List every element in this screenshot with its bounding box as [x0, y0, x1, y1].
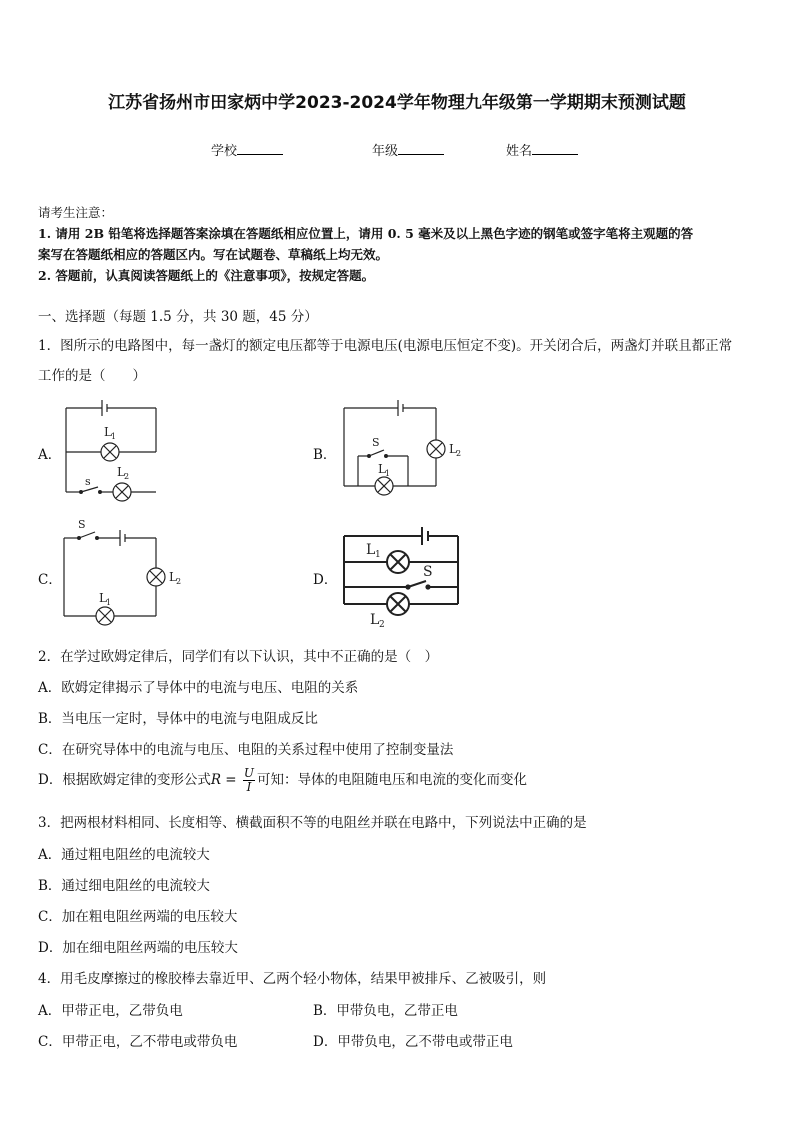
- a-l1-sub: 1: [111, 432, 117, 441]
- q2-stem: 2．在学过欧姆定律后，同学们有以下认识，其中不正确的是（ ）: [38, 649, 439, 665]
- q2-d-suffix: 可知：导体的电阻随电压和电流的变化而变化: [257, 772, 528, 788]
- c-l2-sub: 2: [176, 577, 182, 586]
- q3-option-a: A．通过粗电阻丝的电流较大: [38, 847, 210, 863]
- name-label: 姓名: [506, 144, 533, 159]
- a-s-label: s: [85, 475, 91, 488]
- section-heading: 一、选择题（每题 1.5 分，共 30 题，45 分）: [38, 309, 318, 325]
- q2-option-b: B．当电压一定时，导体中的电流与电阻成反比: [38, 711, 318, 727]
- school-field: [211, 140, 283, 159]
- school-label: 学校: [211, 144, 238, 159]
- b-l2-label: L: [449, 442, 457, 456]
- notice-line1b: 案写在答题纸相应的答题区内。写在试题卷、草稿纸上均无效。: [38, 247, 389, 262]
- c-l1-label: L: [99, 591, 107, 605]
- a-l1-label: L: [104, 425, 112, 439]
- d-l2-sub: 2: [379, 620, 385, 630]
- d-s-label: S: [423, 564, 433, 580]
- formula-equals: =: [221, 772, 241, 788]
- formula-numerator: U: [243, 766, 255, 780]
- b-s-label: S: [372, 436, 380, 449]
- c-s-label: S: [78, 518, 86, 531]
- b-l1-sub: 1: [385, 469, 391, 478]
- q1-stem-b: 工作的是（ ）: [38, 368, 146, 384]
- q3-option-b: B．通过细电阻丝的电流较大: [38, 878, 210, 894]
- q1-option-a-label: A．: [38, 447, 62, 463]
- b-l2-sub: 2: [456, 449, 462, 458]
- d-l1-sub: 1: [375, 550, 381, 560]
- formula-denominator: I: [246, 780, 252, 794]
- q4-option-d: D．甲带负电，乙不带电或带正电: [313, 1034, 513, 1050]
- d-l2-label: L: [370, 612, 380, 628]
- q2-option-c: C．在研究导体中的电流与电压、电阻的关系过程中使用了控制变量法: [38, 742, 454, 758]
- grade-label: 年级: [372, 144, 399, 159]
- d-l1-label: L: [366, 542, 376, 558]
- q1-option-d-label: D．: [313, 572, 338, 588]
- b-l1-label: L: [378, 462, 386, 476]
- q4-stem: 4．用毛皮摩擦过的橡胶棒去靠近甲、乙两个轻小物体，结果甲被排斥、乙被吸引，则: [38, 971, 547, 987]
- q1-option-c-label: C．: [38, 572, 62, 588]
- circuit-diagram-b: [338, 396, 478, 502]
- notice-heading: 请考生注意：: [38, 205, 114, 220]
- q3-option-c: C．加在粗电阻丝两端的电压较大: [38, 909, 238, 925]
- a-l2-label: L: [117, 465, 125, 479]
- q2-option-a: A．欧姆定律揭示了导体中的电流与电压、电阻的关系: [38, 680, 359, 696]
- c-l1-sub: 1: [106, 598, 112, 607]
- formula-r: R: [210, 772, 221, 788]
- c-l2-label: L: [169, 570, 177, 584]
- name-blank: [532, 142, 578, 155]
- circuit-diagram-a: [60, 396, 170, 502]
- circuit-diagram-d: [336, 524, 466, 630]
- q3-option-d: D．加在细电阻丝两端的电压较大: [38, 940, 238, 956]
- grade-blank: [398, 142, 444, 155]
- a-l2-sub: 2: [124, 472, 130, 481]
- page-title: 江苏省扬州市田家炳中学2023-2024学年物理九年级第一学期期末预测试题: [108, 93, 686, 113]
- q1-stem-a: 1．图所示的电路图中，每一盏灯的额定电压都等于电源电压(电源电压恒定不变)。开关闭合后，两盏灯并联且都正常: [38, 338, 733, 354]
- q4-option-a: A．甲带正电，乙带负电: [38, 1003, 183, 1019]
- notice-line1a: 1. 请用 2B 铅笔将选择题答案涂填在答题纸相应位置上，请用 0. 5 毫米及以上黑色字迹的钢笔或签字笔将主观题的答: [38, 226, 694, 241]
- q1-option-b-label: B．: [313, 447, 337, 463]
- q3-stem: 3．把两根材料相同、长度相等、横截面积不等的电阻丝并联在电路中，下列说法中正确的是: [38, 815, 587, 831]
- q2-d-prefix: D．根据欧姆定律的变形公式: [38, 772, 211, 788]
- q4-option-b: B．甲带负电，乙带正电: [313, 1003, 458, 1019]
- grade-field: [372, 140, 444, 159]
- formula-fraction: [243, 767, 255, 794]
- school-blank: [237, 142, 283, 155]
- q4-option-c: C．甲带正电，乙不带电或带负电: [38, 1034, 238, 1050]
- circuit-diagram-c: [58, 516, 198, 628]
- q2-option-d: [38, 765, 527, 795]
- notice-line2: 2. 答题前，认真阅读答题纸上的《注意事项》，按规定答题。: [38, 268, 375, 283]
- name-field: [506, 140, 578, 159]
